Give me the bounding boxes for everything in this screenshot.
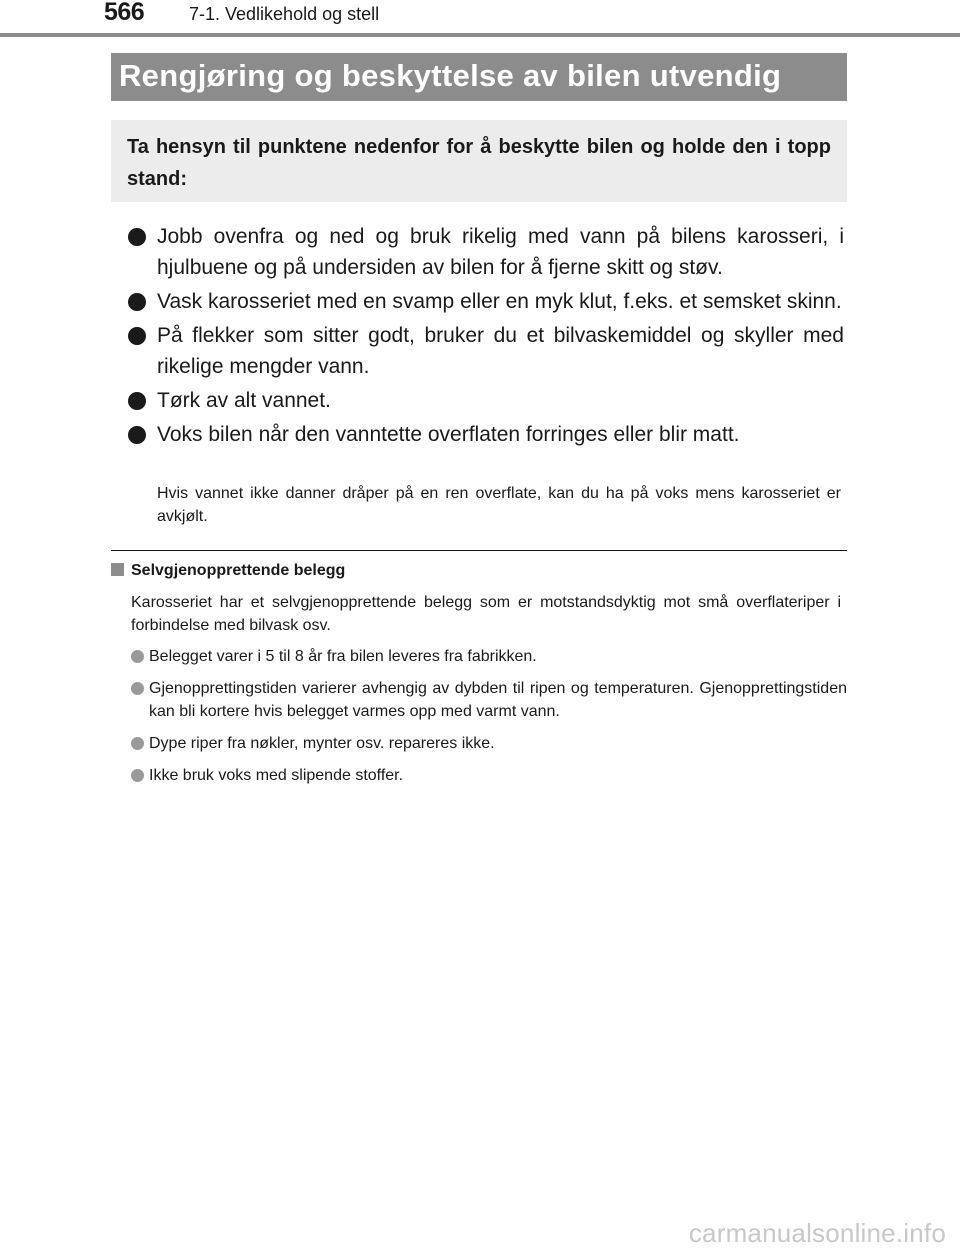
- title-bar: [111, 53, 847, 101]
- main-point-text: Voks bilen når den vanntette overflaten forringes eller blir matt.: [157, 423, 740, 446]
- subsection-point-text: Ikke bruk voks med slipende stoffer.: [149, 767, 404, 784]
- section-divider: [111, 550, 847, 551]
- main-point: [128, 385, 844, 416]
- wax-note: Hvis vannet ikke danner dråper på en ren overflate, kan du ha på voks mens karosseriet er avkjølt.: [157, 485, 841, 525]
- main-point-text: Vask karosseriet med en svamp eller en myk klut, f.eks. et semsket skinn.: [157, 290, 842, 313]
- section-path: 7-1. Vedlikehold og stell: [189, 4, 380, 24]
- subsection-point-text: Dype riper fra nøkler, mynter osv. repareres ikke.: [149, 735, 495, 752]
- bullet-icon: [131, 769, 144, 782]
- main-point: [128, 286, 844, 317]
- bullet-icon: [128, 392, 146, 410]
- bullet-icon: [128, 228, 146, 246]
- main-points-list: [128, 221, 844, 453]
- main-point-text: Jobb ovenfra og ned og bruk rikelig med vann på bilens karosseri, i hjulbuene og på undersiden av bilen for å fjerne skitt og støv.: [157, 225, 844, 279]
- intro-text: Ta hensyn til punktene nedenfor for å beskytte bilen og holde den i topp stand:: [127, 136, 831, 190]
- bullet-icon: [131, 737, 144, 750]
- subsection-heading: [111, 562, 847, 580]
- subsection-heading-text: Selvgjenopprettende belegg: [131, 562, 346, 579]
- subsection-point-text: Gjenopprettingstiden varierer avhengig av dybden til ripen og temperaturen. Gjenopprettingstiden kan bli kortere hvis belegget varmes opp med varmt vann.: [149, 680, 847, 720]
- subsection-point: [131, 764, 847, 787]
- page-header: [0, 0, 960, 36]
- main-point-text: På flekker som sitter godt, bruker du et bilvaskemiddel og skyller med rikelige mengder vann.: [157, 324, 844, 378]
- header-rule: [0, 33, 960, 37]
- main-point: [128, 419, 844, 450]
- main-point: [128, 221, 844, 283]
- page-title: Rengjøring og beskyttelse av bilen utvendig: [119, 58, 782, 93]
- bullet-icon: [128, 293, 146, 311]
- subsection-body: Karosseriet har et selvgjenopprettende belegg som er motstandsdyktig mot små overflateriper i forbindelse med bilvask osv.: [131, 594, 841, 634]
- subsection-point-text: Belegget varer i 5 til 8 år fra bilen leveres fra fabrikken.: [149, 648, 537, 665]
- intro-box: [111, 120, 847, 202]
- bullet-icon: [131, 682, 144, 695]
- page-number: 566: [104, 0, 145, 26]
- subsection-points-list: [131, 645, 847, 796]
- bullet-icon: [131, 650, 144, 663]
- square-bullet-icon: [111, 563, 124, 576]
- bullet-icon: [128, 327, 146, 345]
- subsection-point: [131, 732, 847, 755]
- subsection-point: [131, 645, 847, 668]
- subsection-point: [131, 677, 847, 723]
- main-point: [128, 320, 844, 382]
- main-point-text: Tørk av alt vannet.: [157, 389, 331, 412]
- watermark: carmanualsonline.info: [688, 1218, 946, 1248]
- bullet-icon: [128, 426, 146, 444]
